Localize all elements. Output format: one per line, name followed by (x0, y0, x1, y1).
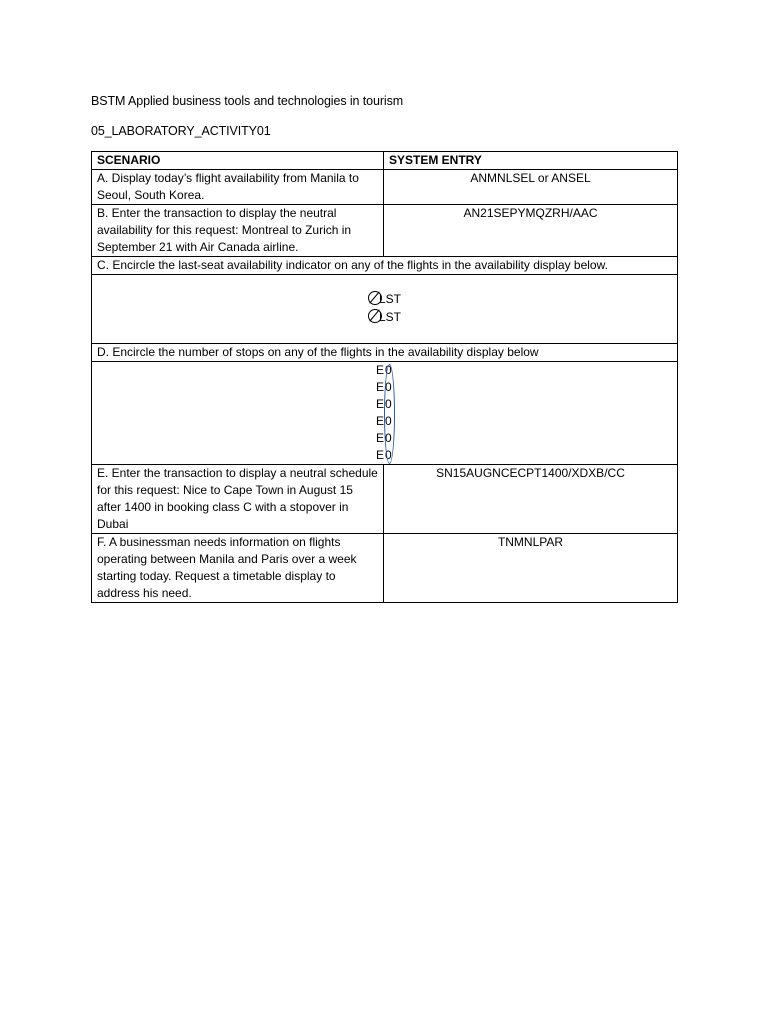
table-row (92, 465, 678, 534)
encircle-stops-icon (384, 364, 395, 464)
encircle-mark-icon (368, 291, 382, 305)
section-c-instruction-row (92, 257, 678, 275)
table-header-row (92, 152, 678, 170)
system-entry-cell: SN15AUGNCECPT1400/XDXB/CC (384, 465, 678, 534)
last-seat-line: LST (368, 291, 401, 308)
section-d-instruction-row (92, 344, 678, 362)
section-d-instruction: D. Encircle the number of stops on any of the flights in the availability display below (92, 344, 678, 362)
scenario-cell: A. Display today’s flight availability from Manila to Seoul, South Korea. (92, 170, 384, 205)
table-row (92, 534, 678, 603)
stop-line: E0 (376, 431, 392, 445)
scenario-cell: F. A businessman needs information on flights operating between Manila and Paris over a week starting today. Request a timetable display to address his need. (92, 534, 384, 603)
last-seat-line: LST (368, 309, 401, 326)
system-entry-cell: ANMNLSEL or ANSEL (384, 170, 678, 205)
system-entry-cell: TNMNLPAR (384, 534, 678, 603)
table-row (92, 170, 678, 205)
stop-line: E0 (376, 380, 392, 394)
section-c-instruction: C. Encircle the last-seat availability indicator on any of the flights in the availability display below. (92, 257, 678, 275)
system-entry-cell: AN21SEPYMQZRH/AAC (384, 205, 678, 257)
activity-code: 05_LABORATORY_ACTIVITY01 (91, 124, 271, 138)
section-d-example-row (92, 362, 678, 465)
table-row (92, 205, 678, 257)
stop-line: E0 (376, 414, 392, 428)
column-header-scenario: SCENARIO (92, 152, 384, 170)
page-title: BSTM Applied business tools and technologies in tourism (91, 94, 404, 108)
stops-display (92, 362, 678, 465)
encircle-mark-icon (368, 309, 382, 323)
stop-line: E0 (376, 448, 392, 462)
column-header-system-entry: SYSTEM ENTRY (384, 152, 678, 170)
scenario-cell: B. Enter the transaction to display the neutral availability for this request: Montreal to Zurich in September 21 with Air Canada airline. (92, 205, 384, 257)
stop-line: E0 (376, 363, 392, 377)
activity-table (91, 151, 678, 603)
last-seat-display (92, 275, 678, 344)
section-c-example-row (92, 275, 678, 344)
scenario-cell: E. Enter the transaction to display a neutral schedule for this request: Nice to Cape Town in August 15 after 1400 in booking class C with a stopover in Dubai (92, 465, 384, 534)
stop-line: E0 (376, 397, 392, 411)
